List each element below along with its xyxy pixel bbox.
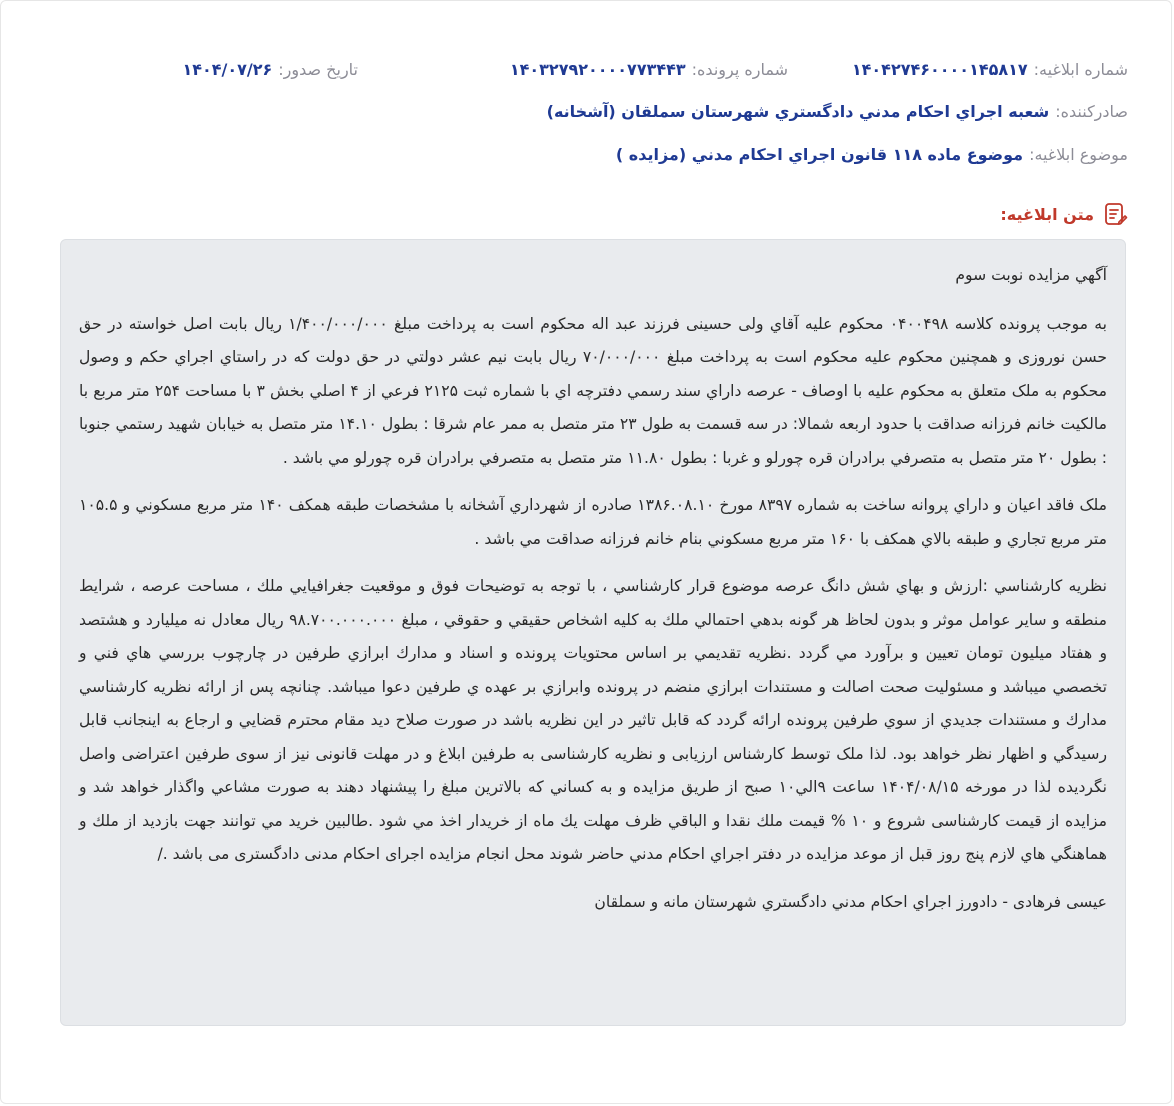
subject-row <box>616 140 1128 168</box>
notice-paragraph-1: به موجب پرونده کلاسه ۰۴۰۰۴۹۸ محکوم عليه آقاي ولی حسينی فرزند عبد اله محکوم است به پرداخت مبلغ ۱/۴۰۰/۰۰۰/۰۰۰ ريال بابت اصل خواسته در حق حسن نوروزی و همچنين محکوم عليه محکوم است به پرداخت مبلغ ۷۰/۰۰۰/۰۰۰ ريال بابت نيم عشر دولتي در حق دولت که در راستاي اجراي حکم و وصول محکوم به ملک متعلق به محکوم عليه با اوصاف - عرصه داراي سند رسمي دفترچه اي با شماره ثبت ۲۱۲۵ فرعي از ۴ اصلي بخش ۳ با مساحت ۲۵۴ متر مربع با مالکيت خانم فرزانه صداقت با حدود اربعه شمالا: در سه قسمت به طول ۲۳ متر متصل به ممر عام شرقا : بطول ۱۴.۱۰ متر متصل به خيابان شهيد رستمي جنوبا : بطول ۲۰ متر متصل به متصرفي برادران قره چورلو و غربا : بطول ۱۱.۸۰ متر متصل به متصرفي برادران قره چورلو مي باشد . <box>79 314 1108 467</box>
issue-date-label: تاريخ صدور: <box>278 59 358 79</box>
notice-text-section-title <box>1000 199 1128 229</box>
notice-heading: آگهي مزايده نوبت سوم <box>955 266 1107 284</box>
case-number <box>358 60 788 79</box>
note-icon <box>1102 201 1128 227</box>
notice-number-value: ۱۴۰۴۲۷۴۶۰۰۰۰۱۴۵۸۱۷ <box>851 59 1028 79</box>
issuer-value: شعبه اجراي احكام مدني دادگستري شهرستان سملقان (آشخانه) <box>546 101 1050 121</box>
notice-paragraph-3: نظريه کارشناسي :ارزش و بهاي شش دانگ عرصه موضوع قرار کارشناسي ، با توجه به توضيحات فوق و موقعيت جغرافيايي ملك ، مساحت عرصه ، شرايط منطقه و ساير عوامل موثر و بدون لحاظ هر گونه بدهي احتمالي ملك به كليه اشخاص حقيقي و حقوقي ، مبلغ ۹۸.۷۰۰.۰۰۰.۰۰۰ ريال معادل نه ميليارد و هشتصد و هفتاد ميليون تومان تعيين و برآورد مي گردد .نظريه تقديمي بر اساس محتويات پرونده و اسناد و مدارك ابرازي طرفين در چارچوب بررسي هاي فني و تخصصي ميباشد و مسئوليت صحت اصالت و مستندات ابرازي منضم در پرونده وابرازي بر عهده ي طرفين دعوا ميباشد. چنانچه پس از ارائه نظريه كارشناسي مدارك و مستندات جديدي از سوي طرفين پرونده ارائه گردد كه قابل تاثير در اين نظريه باشد در صورت صلاح ديد مقام محترم قضايي و ارجاع به اينجانب قابل رسيدگي و اظهار نظر خواهد بود. لذا ملک توسط کارشناس ارزيابی و نظريه کارشناسی به طرفين ابلاغ و در مهلت قانونی نيز از سوی طرفين اعتراضی واصل نگرديده لذا در مورخه ۱۴۰۴/۰۸/۱۵ ساعت ۹الي۱۰ صبح از طريق مزايده و به کساني که بالاترين مبلغ را پيشنهاد دهند به صورت مشاعي واگذار خواهد شد و مزايده از قيمت کارشناسی شروع و ۱۰ % قيمت ملك نقدا و الباقي ظرف مهلت يك ماه از خريدار اخذ مي شود .طالبين خريد مي توانند جهت بازديد از ملك و هماهنگي هاي لازم پنج روز قبل از موعد مزايده در دفتر اجراي احكام مدني حاضر شوند محل انجام مزايده اجرای احکام مدنی دادگستری می باشد ./ <box>79 577 1107 863</box>
meta-row-numbers <box>40 55 1128 83</box>
subject-value: موضوع ماده ۱۱۸ قانون اجراي احکام مدني (مزايده ) <box>615 144 1024 164</box>
notice-signature: عيسی فرهادی - دادورز اجراي احكام مدني دادگستري شهرستان مانه و سملقان <box>594 892 1107 911</box>
section-title-text: متن ابلاغيه: <box>1000 204 1094 224</box>
notice-number <box>788 60 1128 79</box>
notice-number-label: شماره ابلاغيه: <box>1033 59 1128 79</box>
issuer-label: صادرکننده: <box>1055 101 1128 121</box>
notice-paragraph-2: ملک فاقد اعيان و داراي پروانه ساخت به شماره ۸۳۹۷ مورخ ۱۳۸۶.۰۸.۱۰ صادره از شهرداري آشخانه با مشخصات طبقه همکف ۱۴۰ متر مربع مسکوني و ۱۰۵.۵ متر مربع تجاري و طبقه بالاي همکف با ۱۶۰ متر مربع مسکوني بنام خانم فرزانه صداقت مي باشد . <box>79 496 1107 548</box>
subject-label: موضوع ابلاغيه: <box>1029 144 1128 164</box>
notice-body <box>60 239 1126 1026</box>
issue-date-value: ۱۴۰۴/۰۷/۲۶ <box>182 59 273 79</box>
issuer-row <box>547 97 1128 125</box>
case-number-label: شماره پرونده: <box>691 59 788 79</box>
case-number-value: ۱۴۰۳۲۷۹۲۰۰۰۰۷۷۳۴۴۳ <box>509 59 686 79</box>
issue-date <box>182 60 358 79</box>
